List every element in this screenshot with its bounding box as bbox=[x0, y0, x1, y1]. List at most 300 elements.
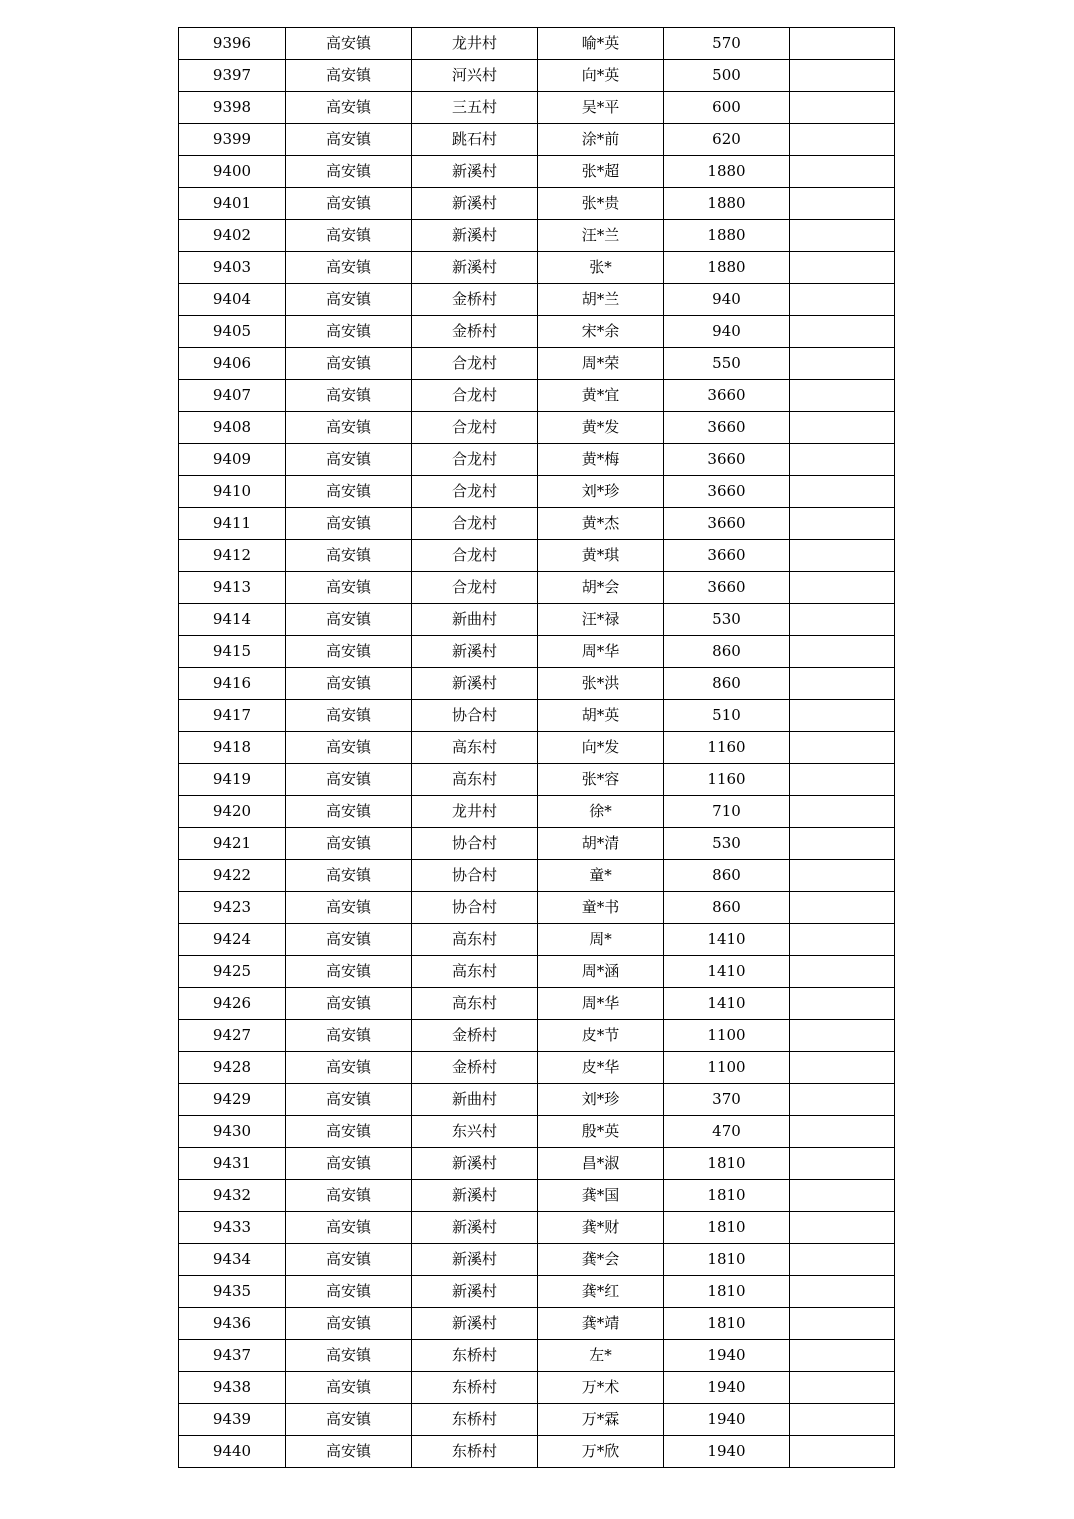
amount-cell: 1880 bbox=[664, 188, 790, 220]
town-cell: 高安镇 bbox=[286, 284, 412, 316]
note-cell bbox=[790, 604, 895, 636]
table-row bbox=[179, 1372, 895, 1404]
table-row bbox=[179, 92, 895, 124]
row-number-cell: 9418 bbox=[179, 732, 286, 764]
amount-cell: 1940 bbox=[664, 1340, 790, 1372]
village-cell: 合龙村 bbox=[412, 572, 538, 604]
village-cell: 合龙村 bbox=[412, 508, 538, 540]
town-cell: 高安镇 bbox=[286, 1244, 412, 1276]
name-cell: 左* bbox=[538, 1340, 664, 1372]
name-cell: 胡*兰 bbox=[538, 284, 664, 316]
name-cell: 向*英 bbox=[538, 60, 664, 92]
row-number-cell: 9404 bbox=[179, 284, 286, 316]
town-cell: 高安镇 bbox=[286, 1308, 412, 1340]
row-number-cell: 9413 bbox=[179, 572, 286, 604]
name-cell: 胡*英 bbox=[538, 700, 664, 732]
town-cell: 高安镇 bbox=[286, 700, 412, 732]
table-row bbox=[179, 1052, 895, 1084]
table-row bbox=[179, 444, 895, 476]
village-cell: 金桥村 bbox=[412, 284, 538, 316]
table-row bbox=[179, 764, 895, 796]
row-number-cell: 9439 bbox=[179, 1404, 286, 1436]
amount-cell: 530 bbox=[664, 828, 790, 860]
town-cell: 高安镇 bbox=[286, 1276, 412, 1308]
note-cell bbox=[790, 732, 895, 764]
name-cell: 吴*平 bbox=[538, 92, 664, 124]
row-number-cell: 9422 bbox=[179, 860, 286, 892]
amount-cell: 860 bbox=[664, 892, 790, 924]
amount-cell: 510 bbox=[664, 700, 790, 732]
row-number-cell: 9402 bbox=[179, 220, 286, 252]
table-row bbox=[179, 732, 895, 764]
note-cell bbox=[790, 508, 895, 540]
row-number-cell: 9410 bbox=[179, 476, 286, 508]
table-row bbox=[179, 124, 895, 156]
village-cell: 新溪村 bbox=[412, 188, 538, 220]
amount-cell: 3660 bbox=[664, 476, 790, 508]
town-cell: 高安镇 bbox=[286, 956, 412, 988]
note-cell bbox=[790, 860, 895, 892]
table-row bbox=[179, 956, 895, 988]
row-number-cell: 9414 bbox=[179, 604, 286, 636]
town-cell: 高安镇 bbox=[286, 412, 412, 444]
name-cell: 张* bbox=[538, 252, 664, 284]
name-cell: 龚*会 bbox=[538, 1244, 664, 1276]
row-number-cell: 9431 bbox=[179, 1148, 286, 1180]
name-cell: 向*发 bbox=[538, 732, 664, 764]
amount-cell: 1810 bbox=[664, 1148, 790, 1180]
row-number-cell: 9407 bbox=[179, 380, 286, 412]
table-row bbox=[179, 252, 895, 284]
amount-cell: 1410 bbox=[664, 956, 790, 988]
town-cell: 高安镇 bbox=[286, 860, 412, 892]
village-cell: 合龙村 bbox=[412, 444, 538, 476]
town-cell: 高安镇 bbox=[286, 924, 412, 956]
row-number-cell: 9428 bbox=[179, 1052, 286, 1084]
amount-cell: 3660 bbox=[664, 380, 790, 412]
village-cell: 金桥村 bbox=[412, 316, 538, 348]
town-cell: 高安镇 bbox=[286, 92, 412, 124]
name-cell: 张*贵 bbox=[538, 188, 664, 220]
table-row bbox=[179, 348, 895, 380]
village-cell: 新溪村 bbox=[412, 252, 538, 284]
town-cell: 高安镇 bbox=[286, 1340, 412, 1372]
note-cell bbox=[790, 700, 895, 732]
village-cell: 协合村 bbox=[412, 860, 538, 892]
note-cell bbox=[790, 892, 895, 924]
town-cell: 高安镇 bbox=[286, 604, 412, 636]
note-cell bbox=[790, 1436, 895, 1468]
village-cell: 新溪村 bbox=[412, 220, 538, 252]
name-cell: 黄*发 bbox=[538, 412, 664, 444]
town-cell: 高安镇 bbox=[286, 668, 412, 700]
amount-cell: 1940 bbox=[664, 1436, 790, 1468]
note-cell bbox=[790, 1148, 895, 1180]
town-cell: 高安镇 bbox=[286, 380, 412, 412]
row-number-cell: 9433 bbox=[179, 1212, 286, 1244]
table-row bbox=[179, 572, 895, 604]
table-row bbox=[179, 476, 895, 508]
amount-cell: 1810 bbox=[664, 1276, 790, 1308]
table-row bbox=[179, 1308, 895, 1340]
town-cell: 高安镇 bbox=[286, 828, 412, 860]
name-cell: 刘*珍 bbox=[538, 476, 664, 508]
row-number-cell: 9419 bbox=[179, 764, 286, 796]
note-cell bbox=[790, 284, 895, 316]
amount-cell: 1410 bbox=[664, 924, 790, 956]
row-number-cell: 9408 bbox=[179, 412, 286, 444]
village-cell: 新溪村 bbox=[412, 1308, 538, 1340]
village-cell: 合龙村 bbox=[412, 412, 538, 444]
name-cell: 万*术 bbox=[538, 1372, 664, 1404]
row-number-cell: 9403 bbox=[179, 252, 286, 284]
town-cell: 高安镇 bbox=[286, 188, 412, 220]
name-cell: 汪*兰 bbox=[538, 220, 664, 252]
village-cell: 新曲村 bbox=[412, 604, 538, 636]
table-row bbox=[179, 60, 895, 92]
name-cell: 刘*珍 bbox=[538, 1084, 664, 1116]
name-cell: 周*涵 bbox=[538, 956, 664, 988]
amount-cell: 3660 bbox=[664, 572, 790, 604]
table-row bbox=[179, 1180, 895, 1212]
note-cell bbox=[790, 1372, 895, 1404]
town-cell: 高安镇 bbox=[286, 732, 412, 764]
name-cell: 徐* bbox=[538, 796, 664, 828]
name-cell: 宋*余 bbox=[538, 316, 664, 348]
note-cell bbox=[790, 1116, 895, 1148]
village-cell: 协合村 bbox=[412, 828, 538, 860]
village-cell: 合龙村 bbox=[412, 348, 538, 380]
town-cell: 高安镇 bbox=[286, 60, 412, 92]
note-cell bbox=[790, 1276, 895, 1308]
amount-cell: 1810 bbox=[664, 1308, 790, 1340]
name-cell: 殷*英 bbox=[538, 1116, 664, 1148]
name-cell: 黄*梅 bbox=[538, 444, 664, 476]
amount-cell: 1940 bbox=[664, 1404, 790, 1436]
data-table bbox=[178, 27, 895, 1468]
name-cell: 童*书 bbox=[538, 892, 664, 924]
village-cell: 合龙村 bbox=[412, 380, 538, 412]
village-cell: 协合村 bbox=[412, 892, 538, 924]
name-cell: 昌*淑 bbox=[538, 1148, 664, 1180]
row-number-cell: 9405 bbox=[179, 316, 286, 348]
village-cell: 新溪村 bbox=[412, 1212, 538, 1244]
village-cell: 新溪村 bbox=[412, 636, 538, 668]
name-cell: 龚*财 bbox=[538, 1212, 664, 1244]
table-row bbox=[179, 1404, 895, 1436]
town-cell: 高安镇 bbox=[286, 508, 412, 540]
village-cell: 协合村 bbox=[412, 700, 538, 732]
row-number-cell: 9436 bbox=[179, 1308, 286, 1340]
row-number-cell: 9406 bbox=[179, 348, 286, 380]
note-cell bbox=[790, 316, 895, 348]
row-number-cell: 9397 bbox=[179, 60, 286, 92]
table-body bbox=[179, 28, 895, 1468]
note-cell bbox=[790, 28, 895, 60]
note-cell bbox=[790, 92, 895, 124]
name-cell: 万*霖 bbox=[538, 1404, 664, 1436]
amount-cell: 600 bbox=[664, 92, 790, 124]
name-cell: 黄*宜 bbox=[538, 380, 664, 412]
row-number-cell: 9429 bbox=[179, 1084, 286, 1116]
village-cell: 高东村 bbox=[412, 924, 538, 956]
name-cell: 胡*会 bbox=[538, 572, 664, 604]
town-cell: 高安镇 bbox=[286, 636, 412, 668]
amount-cell: 3660 bbox=[664, 540, 790, 572]
village-cell: 合龙村 bbox=[412, 540, 538, 572]
name-cell: 周*荣 bbox=[538, 348, 664, 380]
note-cell bbox=[790, 444, 895, 476]
town-cell: 高安镇 bbox=[286, 796, 412, 828]
table-row bbox=[179, 220, 895, 252]
town-cell: 高安镇 bbox=[286, 28, 412, 60]
note-cell bbox=[790, 956, 895, 988]
amount-cell: 1100 bbox=[664, 1052, 790, 1084]
row-number-cell: 9420 bbox=[179, 796, 286, 828]
table-row bbox=[179, 1244, 895, 1276]
table-row bbox=[179, 28, 895, 60]
note-cell bbox=[790, 1340, 895, 1372]
town-cell: 高安镇 bbox=[286, 1052, 412, 1084]
note-cell bbox=[790, 764, 895, 796]
table-row bbox=[179, 924, 895, 956]
table-row bbox=[179, 1148, 895, 1180]
note-cell bbox=[790, 1052, 895, 1084]
village-cell: 合龙村 bbox=[412, 476, 538, 508]
town-cell: 高安镇 bbox=[286, 1212, 412, 1244]
name-cell: 龚*红 bbox=[538, 1276, 664, 1308]
row-number-cell: 9412 bbox=[179, 540, 286, 572]
amount-cell: 1880 bbox=[664, 220, 790, 252]
amount-cell: 940 bbox=[664, 284, 790, 316]
table-row bbox=[179, 1276, 895, 1308]
amount-cell: 940 bbox=[664, 316, 790, 348]
amount-cell: 3660 bbox=[664, 508, 790, 540]
name-cell: 张*超 bbox=[538, 156, 664, 188]
town-cell: 高安镇 bbox=[286, 476, 412, 508]
note-cell bbox=[790, 796, 895, 828]
name-cell: 龚*国 bbox=[538, 1180, 664, 1212]
row-number-cell: 9415 bbox=[179, 636, 286, 668]
table-row bbox=[179, 604, 895, 636]
note-cell bbox=[790, 348, 895, 380]
amount-cell: 1100 bbox=[664, 1020, 790, 1052]
amount-cell: 1810 bbox=[664, 1212, 790, 1244]
village-cell: 新溪村 bbox=[412, 668, 538, 700]
town-cell: 高安镇 bbox=[286, 252, 412, 284]
amount-cell: 860 bbox=[664, 860, 790, 892]
row-number-cell: 9416 bbox=[179, 668, 286, 700]
town-cell: 高安镇 bbox=[286, 316, 412, 348]
village-cell: 跳石村 bbox=[412, 124, 538, 156]
table-row bbox=[179, 1020, 895, 1052]
row-number-cell: 9440 bbox=[179, 1436, 286, 1468]
village-cell: 东桥村 bbox=[412, 1372, 538, 1404]
village-cell: 东兴村 bbox=[412, 1116, 538, 1148]
village-cell: 东桥村 bbox=[412, 1340, 538, 1372]
row-number-cell: 9438 bbox=[179, 1372, 286, 1404]
note-cell bbox=[790, 924, 895, 956]
name-cell: 龚*靖 bbox=[538, 1308, 664, 1340]
note-cell bbox=[790, 828, 895, 860]
note-cell bbox=[790, 636, 895, 668]
row-number-cell: 9421 bbox=[179, 828, 286, 860]
table-row bbox=[179, 540, 895, 572]
table-row bbox=[179, 156, 895, 188]
table-row bbox=[179, 1436, 895, 1468]
row-number-cell: 9434 bbox=[179, 1244, 286, 1276]
village-cell: 金桥村 bbox=[412, 1020, 538, 1052]
name-cell: 万*欣 bbox=[538, 1436, 664, 1468]
village-cell: 金桥村 bbox=[412, 1052, 538, 1084]
amount-cell: 1810 bbox=[664, 1180, 790, 1212]
note-cell bbox=[790, 1244, 895, 1276]
amount-cell: 550 bbox=[664, 348, 790, 380]
name-cell: 周* bbox=[538, 924, 664, 956]
town-cell: 高安镇 bbox=[286, 124, 412, 156]
name-cell: 周*华 bbox=[538, 636, 664, 668]
table-row bbox=[179, 988, 895, 1020]
town-cell: 高安镇 bbox=[286, 1372, 412, 1404]
village-cell: 新溪村 bbox=[412, 1148, 538, 1180]
name-cell: 涂*前 bbox=[538, 124, 664, 156]
table-row bbox=[179, 796, 895, 828]
row-number-cell: 9432 bbox=[179, 1180, 286, 1212]
note-cell bbox=[790, 220, 895, 252]
name-cell: 童* bbox=[538, 860, 664, 892]
note-cell bbox=[790, 572, 895, 604]
town-cell: 高安镇 bbox=[286, 1084, 412, 1116]
row-number-cell: 9401 bbox=[179, 188, 286, 220]
town-cell: 高安镇 bbox=[286, 892, 412, 924]
row-number-cell: 9427 bbox=[179, 1020, 286, 1052]
row-number-cell: 9398 bbox=[179, 92, 286, 124]
note-cell bbox=[790, 252, 895, 284]
table-row bbox=[179, 700, 895, 732]
row-number-cell: 9400 bbox=[179, 156, 286, 188]
table-row bbox=[179, 508, 895, 540]
amount-cell: 3660 bbox=[664, 444, 790, 476]
village-cell: 龙井村 bbox=[412, 28, 538, 60]
name-cell: 张*容 bbox=[538, 764, 664, 796]
table-row bbox=[179, 316, 895, 348]
table-row bbox=[179, 188, 895, 220]
town-cell: 高安镇 bbox=[286, 572, 412, 604]
row-number-cell: 9399 bbox=[179, 124, 286, 156]
village-cell: 高东村 bbox=[412, 764, 538, 796]
name-cell: 张*洪 bbox=[538, 668, 664, 700]
row-number-cell: 9435 bbox=[179, 1276, 286, 1308]
amount-cell: 1160 bbox=[664, 732, 790, 764]
village-cell: 新溪村 bbox=[412, 1180, 538, 1212]
name-cell: 黄*琪 bbox=[538, 540, 664, 572]
note-cell bbox=[790, 156, 895, 188]
amount-cell: 860 bbox=[664, 668, 790, 700]
town-cell: 高安镇 bbox=[286, 1404, 412, 1436]
village-cell: 新曲村 bbox=[412, 1084, 538, 1116]
amount-cell: 570 bbox=[664, 28, 790, 60]
town-cell: 高安镇 bbox=[286, 1020, 412, 1052]
amount-cell: 1810 bbox=[664, 1244, 790, 1276]
row-number-cell: 9417 bbox=[179, 700, 286, 732]
amount-cell: 1880 bbox=[664, 252, 790, 284]
amount-cell: 500 bbox=[664, 60, 790, 92]
name-cell: 皮*节 bbox=[538, 1020, 664, 1052]
table-row bbox=[179, 1212, 895, 1244]
table-row bbox=[179, 636, 895, 668]
village-cell: 新溪村 bbox=[412, 156, 538, 188]
town-cell: 高安镇 bbox=[286, 988, 412, 1020]
amount-cell: 530 bbox=[664, 604, 790, 636]
table-row bbox=[179, 892, 895, 924]
row-number-cell: 9437 bbox=[179, 1340, 286, 1372]
amount-cell: 370 bbox=[664, 1084, 790, 1116]
amount-cell: 3660 bbox=[664, 412, 790, 444]
name-cell: 胡*清 bbox=[538, 828, 664, 860]
village-cell: 三五村 bbox=[412, 92, 538, 124]
row-number-cell: 9396 bbox=[179, 28, 286, 60]
note-cell bbox=[790, 412, 895, 444]
table-row bbox=[179, 828, 895, 860]
amount-cell: 1940 bbox=[664, 1372, 790, 1404]
table-row bbox=[179, 860, 895, 892]
village-cell: 东桥村 bbox=[412, 1436, 538, 1468]
row-number-cell: 9426 bbox=[179, 988, 286, 1020]
amount-cell: 860 bbox=[664, 636, 790, 668]
note-cell bbox=[790, 1180, 895, 1212]
town-cell: 高安镇 bbox=[286, 156, 412, 188]
table-row bbox=[179, 1340, 895, 1372]
town-cell: 高安镇 bbox=[286, 764, 412, 796]
village-cell: 新溪村 bbox=[412, 1276, 538, 1308]
village-cell: 龙井村 bbox=[412, 796, 538, 828]
amount-cell: 1160 bbox=[664, 764, 790, 796]
town-cell: 高安镇 bbox=[286, 444, 412, 476]
village-cell: 高东村 bbox=[412, 956, 538, 988]
note-cell bbox=[790, 540, 895, 572]
note-cell bbox=[790, 124, 895, 156]
note-cell bbox=[790, 1020, 895, 1052]
amount-cell: 1880 bbox=[664, 156, 790, 188]
note-cell bbox=[790, 988, 895, 1020]
town-cell: 高安镇 bbox=[286, 1116, 412, 1148]
name-cell: 汪*禄 bbox=[538, 604, 664, 636]
town-cell: 高安镇 bbox=[286, 1436, 412, 1468]
amount-cell: 620 bbox=[664, 124, 790, 156]
note-cell bbox=[790, 380, 895, 412]
name-cell: 喻*英 bbox=[538, 28, 664, 60]
table-row bbox=[179, 668, 895, 700]
table-row bbox=[179, 1084, 895, 1116]
note-cell bbox=[790, 1308, 895, 1340]
note-cell bbox=[790, 668, 895, 700]
amount-cell: 470 bbox=[664, 1116, 790, 1148]
table-row bbox=[179, 380, 895, 412]
town-cell: 高安镇 bbox=[286, 1180, 412, 1212]
town-cell: 高安镇 bbox=[286, 220, 412, 252]
note-cell bbox=[790, 60, 895, 92]
amount-cell: 1410 bbox=[664, 988, 790, 1020]
row-number-cell: 9409 bbox=[179, 444, 286, 476]
row-number-cell: 9411 bbox=[179, 508, 286, 540]
row-number-cell: 9425 bbox=[179, 956, 286, 988]
table-row bbox=[179, 284, 895, 316]
town-cell: 高安镇 bbox=[286, 348, 412, 380]
amount-cell: 710 bbox=[664, 796, 790, 828]
note-cell bbox=[790, 1084, 895, 1116]
town-cell: 高安镇 bbox=[286, 1148, 412, 1180]
row-number-cell: 9424 bbox=[179, 924, 286, 956]
